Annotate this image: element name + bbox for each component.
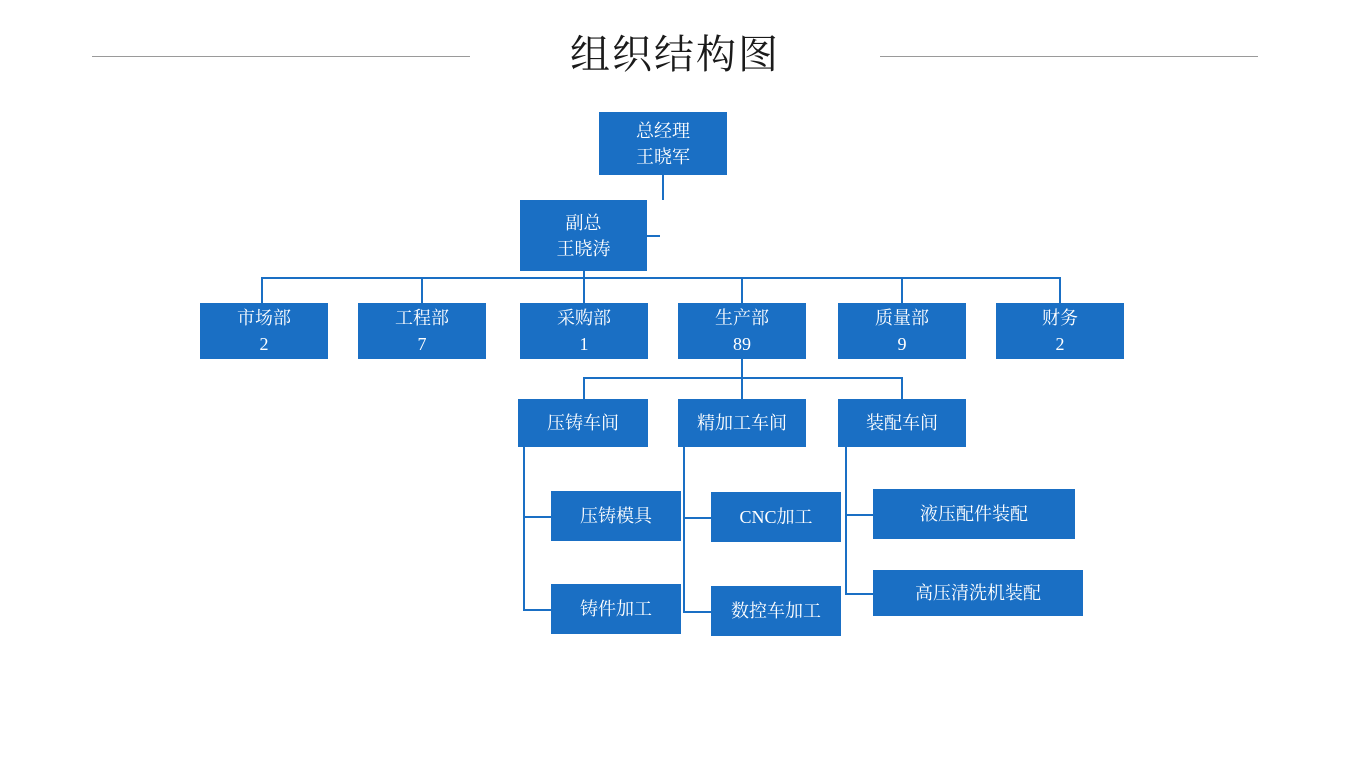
connector-dept-purchase [583, 277, 585, 303]
node-line1: 市场部 [237, 308, 291, 328]
node-highpressure-washer-assembly[interactable] [873, 570, 1083, 616]
node-line2: 7 [417, 334, 427, 354]
node-workshop-finemachining[interactable] [678, 399, 806, 447]
node-casting-machining[interactable] [551, 584, 681, 634]
connector-gm-vp [662, 175, 664, 200]
node-line1: 压铸模具 [580, 506, 652, 526]
connector-asm-hyd [845, 514, 873, 516]
node-line1: 精加工车间 [697, 413, 787, 433]
node-line2: 王晓涛 [556, 238, 611, 259]
node-general-manager[interactable] [599, 112, 727, 175]
node-dept-production[interactable] [678, 303, 806, 359]
title-area [0, 26, 1350, 88]
node-line2: 89 [733, 334, 751, 354]
node-dept-quality[interactable] [838, 303, 966, 359]
connector-dept-engineer [421, 277, 423, 303]
node-line1: 质量部 [875, 308, 929, 328]
connector-produce-down [741, 359, 743, 379]
node-line1: 数控车加工 [731, 601, 821, 621]
node-dept-market[interactable] [200, 303, 328, 359]
connector-die-cast [523, 609, 551, 611]
connector-workshop-fine [741, 377, 743, 399]
connector-die-mold [523, 516, 551, 518]
connector-dept-quality [901, 277, 903, 303]
connector-dept-produce [741, 277, 743, 303]
connector-asm-spine [845, 447, 847, 594]
node-line1: 压铸车间 [547, 413, 619, 433]
connector-workshop-die [583, 377, 585, 399]
node-dept-purchasing[interactable] [520, 303, 648, 359]
node-workshop-assembly[interactable] [838, 399, 966, 447]
connector-fine-nc [683, 611, 711, 613]
connector-workshop-bus [583, 377, 903, 379]
node-line1: 液压配件装配 [920, 504, 1028, 524]
node-workshop-diecasting[interactable] [518, 399, 648, 447]
connector-workshop-asm [901, 377, 903, 399]
node-line2: 1 [579, 334, 589, 354]
node-vice-president[interactable] [520, 200, 647, 271]
connector-vp-stub [646, 235, 660, 237]
page-title: 组织结构图 [570, 32, 780, 77]
node-line1: 财务 [1042, 308, 1078, 328]
node-line1: 装配车间 [866, 413, 938, 433]
node-line2: 9 [897, 334, 907, 354]
node-dept-engineering[interactable] [358, 303, 486, 359]
connector-dept-finance [1059, 277, 1061, 303]
node-cnc-machining[interactable] [711, 492, 841, 542]
node-line1: 副总 [565, 212, 602, 233]
node-line2: 2 [1055, 334, 1065, 354]
connector-die-spine [523, 447, 525, 610]
node-nc-turning[interactable] [711, 586, 841, 636]
node-line1: 总经理 [636, 120, 690, 141]
node-line1: 铸件加工 [580, 599, 652, 619]
connector-dept-market [261, 277, 263, 303]
connector-asm-hpw [845, 593, 873, 595]
node-line1: 高压清洗机装配 [915, 583, 1041, 603]
node-die-mold[interactable] [551, 491, 681, 541]
node-line1: 采购部 [557, 308, 611, 328]
connector-fine-spine [683, 447, 685, 612]
connector-fine-cnc [683, 517, 711, 519]
node-line1: 工程部 [395, 308, 449, 328]
node-line2: 2 [259, 334, 269, 354]
node-line1: 生产部 [715, 308, 769, 328]
node-line1: CNC加工 [739, 507, 813, 527]
node-hydraulic-assembly[interactable] [873, 489, 1075, 539]
connector-dept-bus [261, 277, 1061, 279]
node-line2: 王晓军 [636, 146, 690, 167]
node-dept-finance[interactable] [996, 303, 1124, 359]
